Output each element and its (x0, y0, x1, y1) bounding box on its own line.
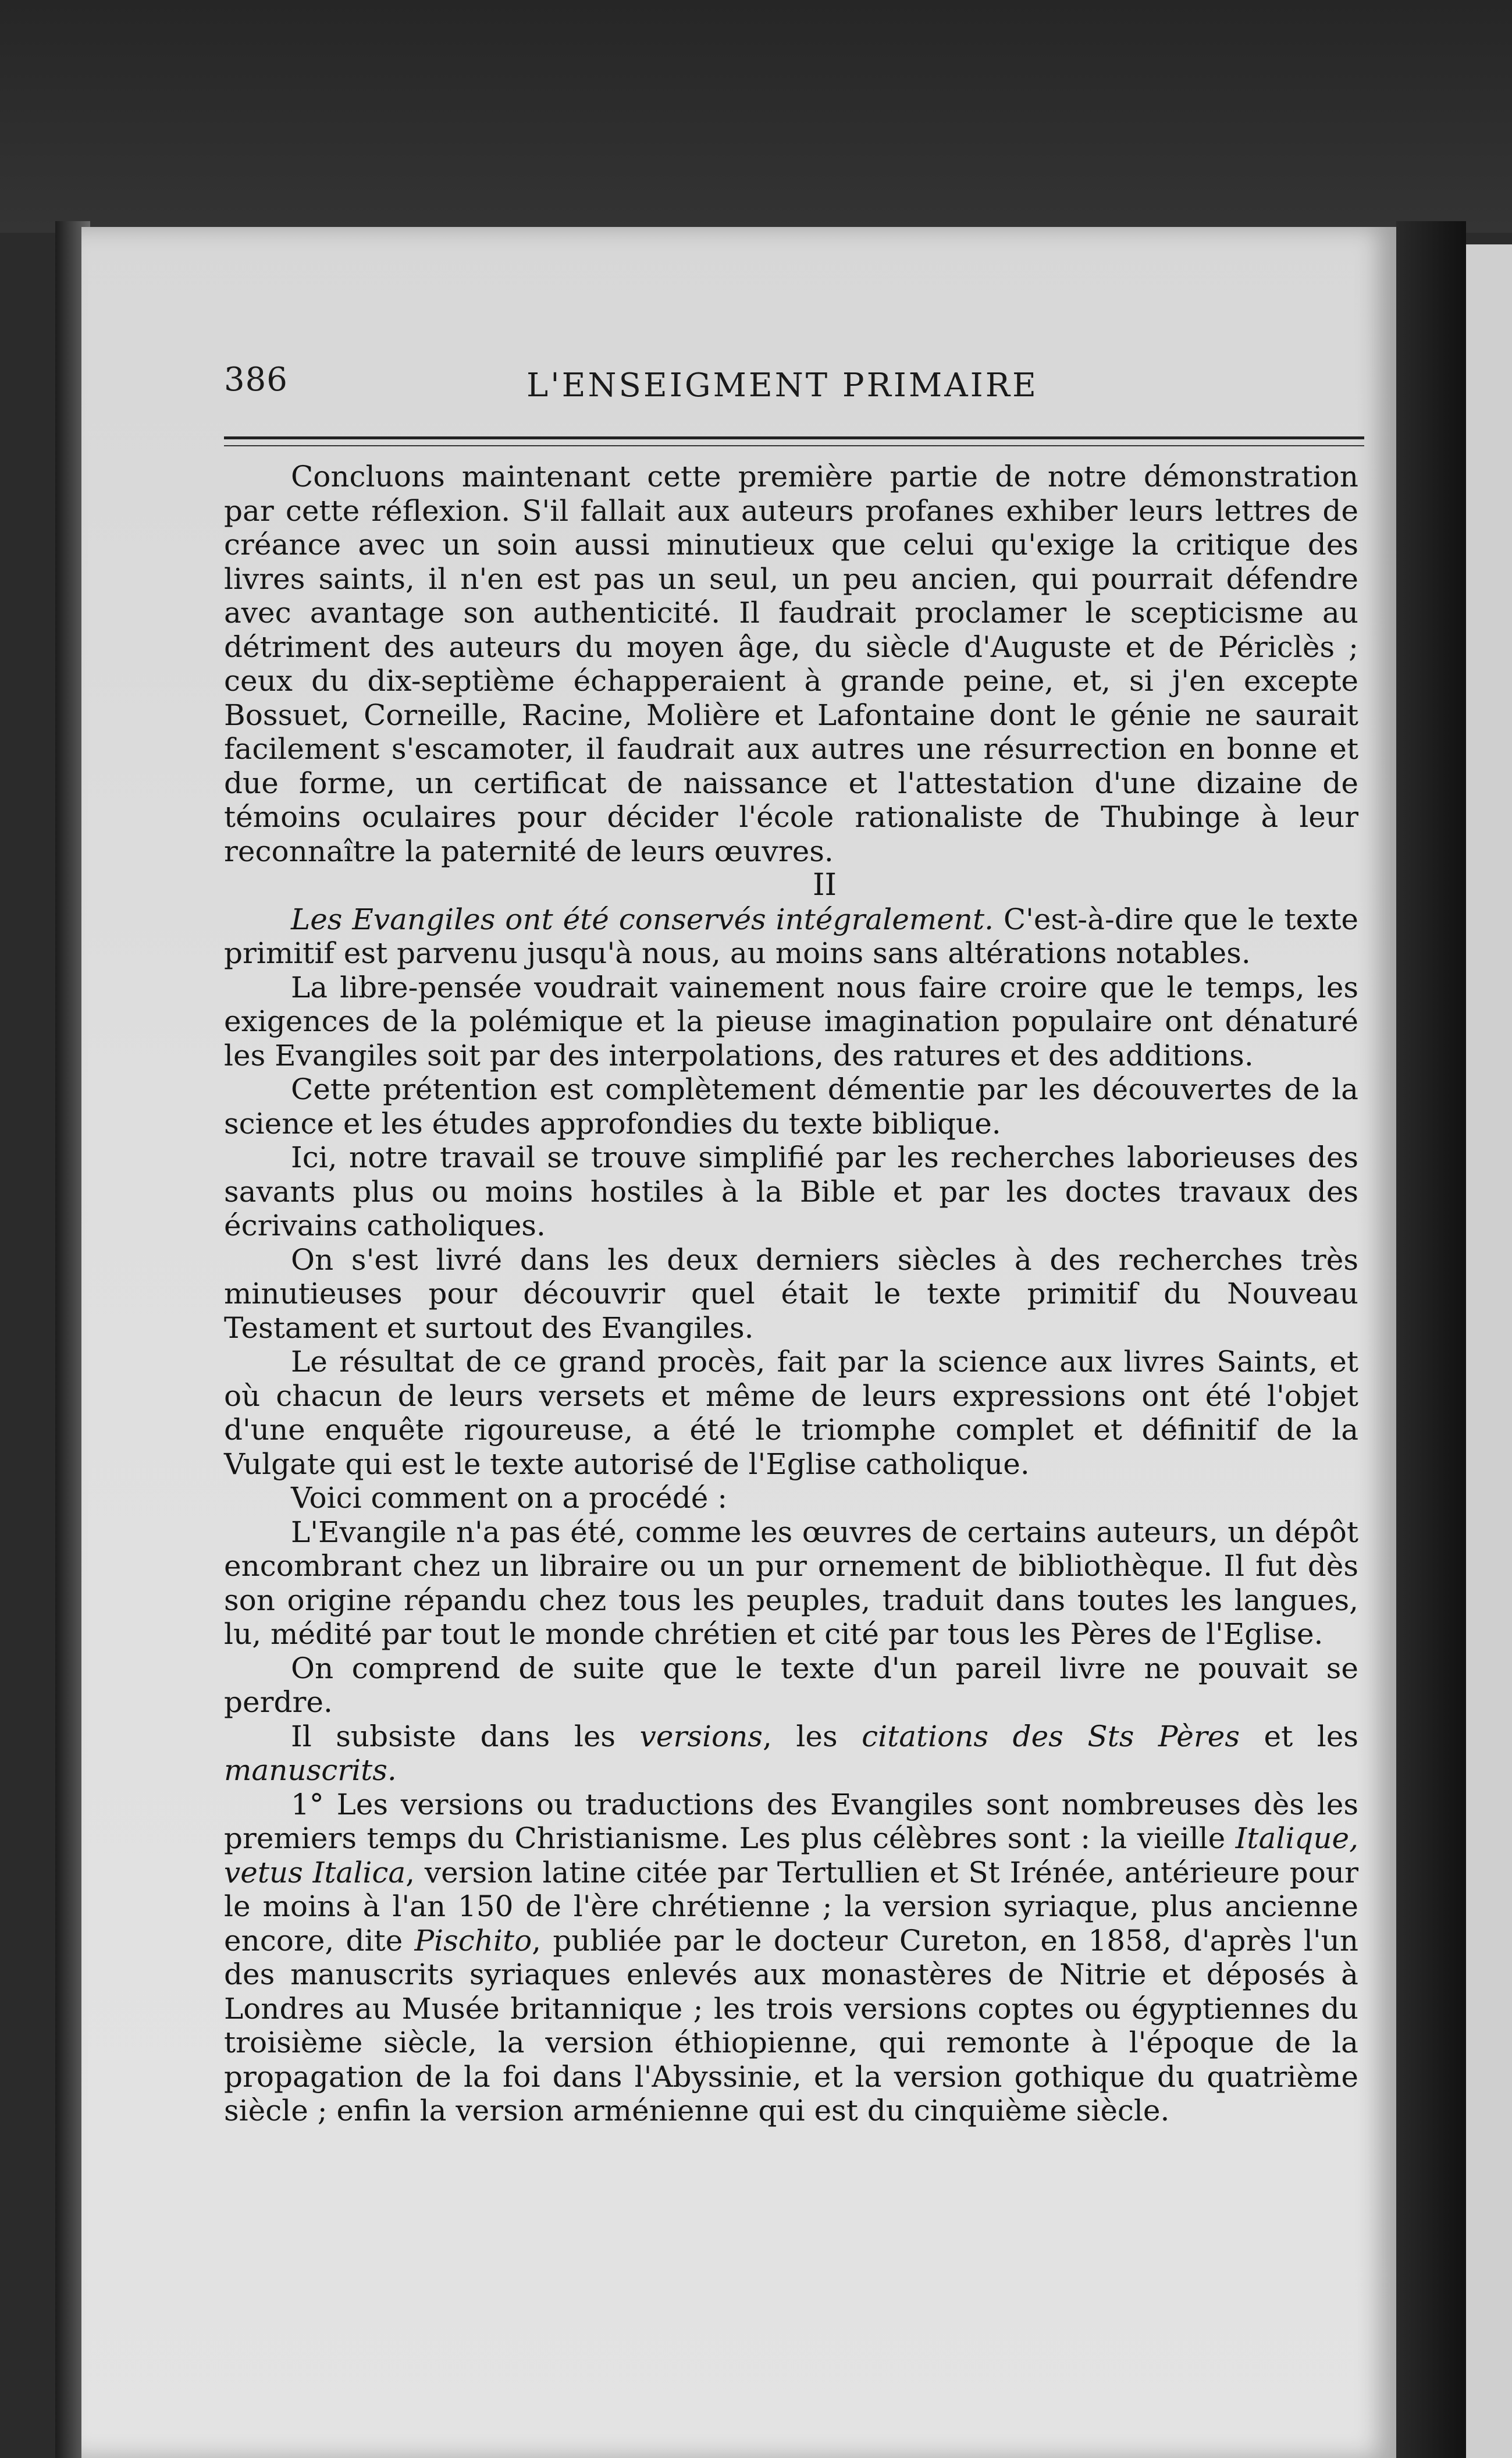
header-rule (224, 436, 1364, 439)
section-heading: II (812, 868, 837, 903)
paragraph-travail: Ici, notre travail se trouve simplifié par les recherches laborieuses des savants plus ou moins hostiles à la Bible et par les doctes travaux des écrivains catholiques. (224, 1141, 1358, 1242)
paragraph-evangile: L'Evangile n'a pas été, comme les œuvres de certains auteurs, un dépôt encombrant chez un libraire ou un pur ornement de bibliothèque. Il fut dès son origine répandu chez tous les peuples, traduit dans toutes les langues, lu, médité par tout le monde chrétien et cité par tous les Pères de l'Eglise. (224, 1515, 1358, 1651)
paragraph-thesis (224, 903, 1358, 971)
text-run: , publiée par le docteur Cureton, en 1858, d'après l'un des manuscrits syriaques enlevés aux monastères de Nitrie et déposés à Londres au Musée britannique ; les trois versions coptes ou égyptiennes du troisième siècle, la version éthiopienne, qui remonte à l'époque de la propagation de la foi dans l'Abyssinie, et la version gothique du quatrième siècle ; enfin la version arménienne qui est du cinquième siècle. (224, 1923, 1359, 2127)
italic-versions: versions (639, 1719, 763, 1753)
text-run: , les (762, 1719, 862, 1753)
facing-page-edge (1466, 244, 1512, 2458)
text-run: 1° Les versions ou traductions des Evangiles sont nombreuses dès les premiers temps du Christianisme. Les plus célèbres sont : la vieille (224, 1787, 1358, 1855)
page-body (224, 460, 1358, 2128)
italic-italique: Italique, vetus Italica (224, 1821, 1358, 1889)
paragraph-comprend: On comprend de suite que le texte d'un pareil livre ne pouvait se perdre. (224, 1651, 1358, 1719)
paragraph-libre-pensee: La libre-pensée voudrait vainement nous faire croire que le temps, les exigences de la polémique et la pieuse imagination populaire ont dénaturé les Evangiles soit par des interpolations, des ratures et des additions. (224, 970, 1358, 1072)
paragraph-conclusion: Concluons maintenant cette première partie de notre démonstration par cette réflexion. S'il fallait aux auteurs profanes exhiber leurs lettres de créance avec un soin aussi minutieux que celui qu'exige la critique des livres saints, il n'en est pas un seul, un peu ancien, qui pourrait défendre avec avantage son authenticité. Il faudrait proclamer le scepticisme au détriment des auteurs du moyen âge, du siècle d'Auguste et de Périclès ; ceux du dix-septième échapperaient à grande peine, et, si j'en excepte Bossuet, Corneille, Racine, Molière et Lafontaine dont le génie ne saurait facilement s'escamoter, il faudrait aux autres une résurrection en bonne et due forme, un certificat de naissance et l'attestation d'une dizaine de témoins oculaires pour décider l'école rationaliste de Thubinge à leur reconnaître la paternité de leurs œuvres. (224, 460, 1358, 868)
book-gutter (1396, 221, 1466, 2458)
running-title: L'ENSEIGMENT PRIMAIRE (526, 367, 1038, 404)
italic-manuscrits: manuscrits. (224, 1753, 397, 1787)
text-run: Il subsiste dans les (291, 1719, 640, 1753)
italic-pischito: Pischito (414, 1923, 532, 1958)
scan-backdrop (0, 0, 1512, 233)
thesis-rest: C'est-à-dire que le texte primitif est parvenu jusqu'à nous, au moins sans altérations notables. (224, 902, 1358, 970)
text-run: , version latine citée par Tertullien et St Irénée, antérieure pour le moins à l'an 150 de l'ère chrétienne ; la version syriaque, plus ancienne encore, dite (224, 1855, 1358, 1958)
paragraph-pretention: Cette prétention est complètement démentie par les découvertes de la science et les études approfondies du texte biblique. (224, 1072, 1358, 1141)
paragraph-versions (224, 1788, 1358, 2128)
thesis-italic: Les Evangiles ont été conservés intégralement. (291, 902, 994, 936)
paragraph-procede: Voici comment on a procédé : (291, 1481, 728, 1515)
paragraph-resultat: Le résultat de ce grand procès, fait par la science aux livres Saints, et où chacun de leurs versets et même de leurs expressions ont été l'objet d'une enquête rigoureuse, a été le triomphe complet et définitif de la Vulgate qui est le texte autorisé de l'Eglise catholique. (224, 1345, 1358, 1481)
italic-citations: citations des Sts Pères (862, 1719, 1240, 1753)
header-rule-thin (224, 445, 1364, 446)
text-run: et les (1240, 1719, 1358, 1753)
page-header (224, 349, 1364, 413)
paragraph-subsiste (224, 1720, 1358, 1788)
paragraph-recherches: On s'est livré dans les deux derniers siècles à des recherches très minutieuses pour découvrir quel était le texte primitif du Nouveau Testament et surtout des Evangiles. (224, 1242, 1358, 1345)
page-number: 386 (224, 361, 288, 399)
